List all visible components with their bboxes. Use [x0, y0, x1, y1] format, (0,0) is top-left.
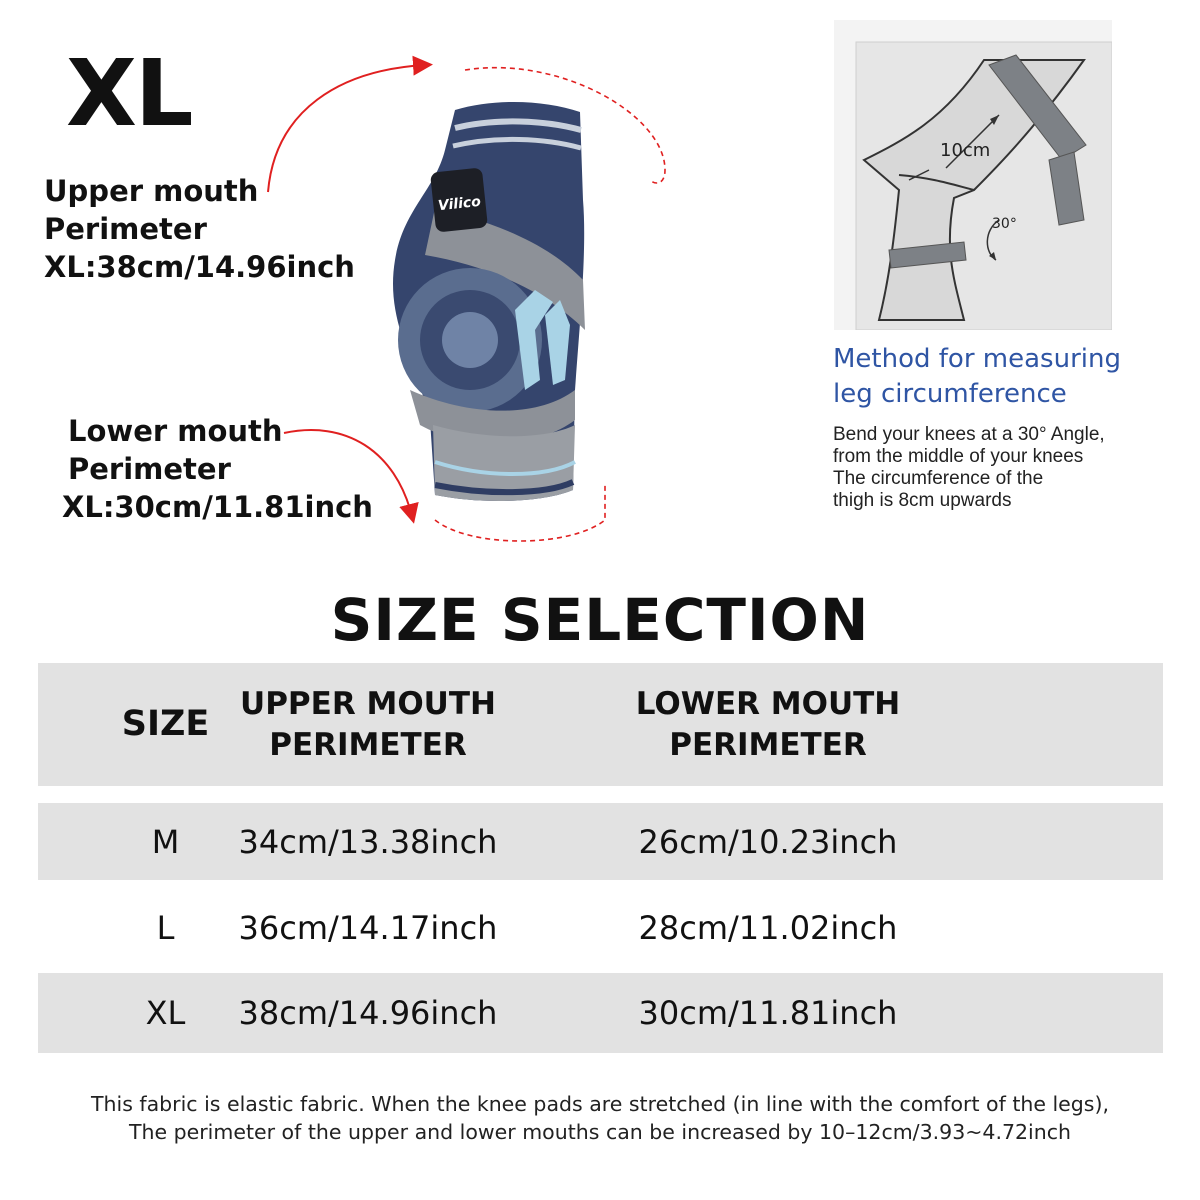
header-lower: [558, 684, 978, 766]
table-row: [38, 888, 1163, 968]
table-row: [38, 973, 1163, 1053]
header-lower-line2: PERIMETER: [669, 726, 867, 763]
lower-callout-line2: Perimeter: [68, 452, 231, 486]
upper-callout-value: XL:38cm/14.96inch: [44, 250, 355, 284]
angle-label: 30°: [992, 216, 1017, 232]
row-size: M: [151, 822, 180, 861]
method-description: [833, 424, 1105, 512]
header-upper-line2: PERIMETER: [269, 726, 467, 763]
table-row: [38, 803, 1163, 880]
upper-callout-line1: Upper mouth: [44, 174, 259, 208]
header-upper-line1: UPPER MOUTH: [240, 685, 496, 722]
knee-brace-image: [375, 90, 615, 550]
method-title-line2: leg circumference: [833, 379, 1067, 409]
row-lower: 26cm/10.23inch: [638, 822, 898, 861]
size-selection-title: SIZE SELECTION: [330, 586, 870, 654]
method-desc-line1: Bend your knees at a 30° Angle,: [833, 424, 1105, 445]
lower-callout-line1: Lower mouth: [68, 414, 283, 448]
header-upper: [203, 684, 533, 766]
row-lower: 28cm/11.02inch: [638, 909, 898, 947]
fabric-note-line1: This fabric is elastic fabric. When the knee pads are stretched (in line with the comfort of the legs),: [90, 1092, 1109, 1116]
fabric-note-line2: The perimeter of the upper and lower mouths can be increased by 10–12cm/3.93~4.72inch: [128, 1120, 1072, 1144]
method-desc-line3: The circumference of the: [833, 468, 1044, 489]
size-label: XL: [66, 40, 192, 147]
method-title: [833, 342, 1121, 412]
method-desc-line4: thigh is 8cm upwards: [833, 490, 1012, 511]
row-upper: 34cm/13.38inch: [238, 822, 498, 861]
brand-logo: Vilico: [437, 193, 482, 215]
row-size: XL: [145, 994, 186, 1032]
row-lower: 30cm/11.81inch: [638, 994, 898, 1032]
method-desc-line2: from the middle of your knees: [833, 446, 1084, 467]
row-upper: 38cm/14.96inch: [238, 994, 498, 1032]
header-size: SIZE: [121, 704, 210, 744]
table-header-row: [38, 663, 1163, 786]
method-title-line1: Method for measuring: [833, 344, 1121, 374]
lower-callout-value: XL:30cm/11.81inch: [62, 490, 373, 524]
row-size: L: [156, 909, 175, 947]
upper-callout-line2: Perimeter: [44, 212, 207, 246]
measuring-diagram: [834, 20, 1112, 330]
distance-label: 10cm: [940, 140, 991, 161]
row-upper: 36cm/14.17inch: [238, 909, 498, 947]
header-lower-line1: LOWER MOUTH: [635, 685, 901, 722]
fabric-note: [0, 1090, 1200, 1146]
